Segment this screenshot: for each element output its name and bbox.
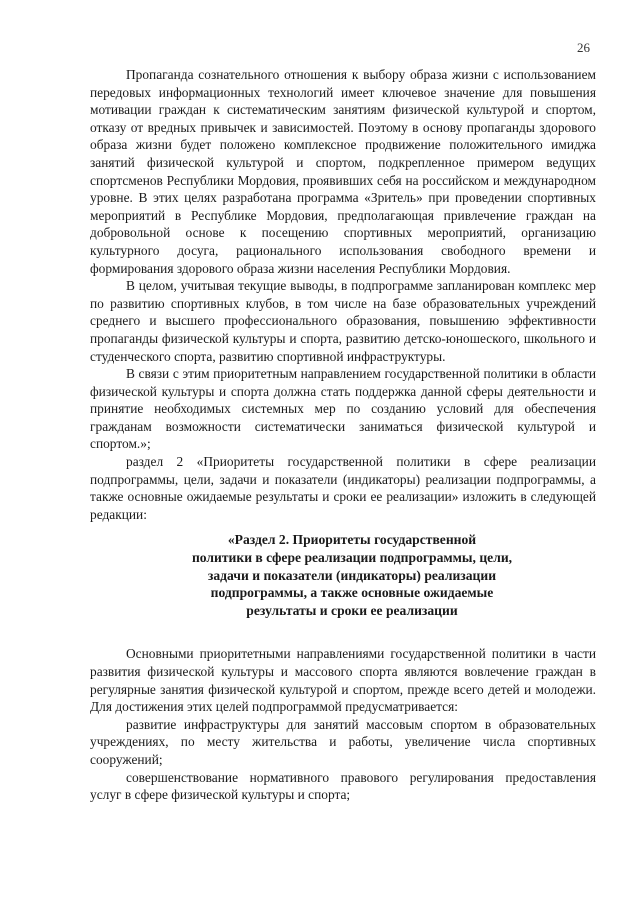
document-body [90, 66, 596, 804]
paragraph-main-directions: Основными приоритетными направлениями государственной политики в части развития физической культуры и массового спорта являются вовлечение граждан в регулярные занятия физической культурой и спортом, прежде всего детей и молодежи. Для достижения этих целей подпрограммой предусматривается: [90, 646, 596, 715]
section-body [90, 645, 596, 803]
section-heading-line: политики в сфере реализации подпрограммы, цели, [191, 550, 513, 566]
section-heading [90, 531, 596, 619]
list-item-regulation: совершенствование нормативного правового регулирования предоставления услуг в сфере физической культуры и спорта; [90, 769, 596, 803]
section-heading-line: подпрограммы, а также основные ожидаемые [210, 585, 494, 601]
paragraph-priority: В связи с этим приоритетным направлением государственной политики в области физической культуры и спорта должна стать поддержка данной сферы деятельности и принятие необходимых системных мер по созданию условий для обеспечения гражданам возможности систематически заниматься физической культурой и спортом.»; [90, 366, 596, 452]
paragraph-measures: В целом, учитывая текущие выводы, в подпрограмме запланирован комплекс мер по развитию спортивных клубов, в том числе на базе образовательных учреждений среднего и высшего профессионального образования, повышению эффективности пропаганды физической культуры и спорта, развитию детско-юношеского, школьного и студенческого спорта, развитию спортивной инфраструктуры. [90, 278, 596, 364]
page-number: 26 [577, 40, 590, 55]
paragraph-propaganda: Пропаганда сознательного отношения к выбору образа жизни с использованием передовых информационных технологий имеет ключевое значение для повышения мотивации граждан к систематическим занятиям физической культурой и спортом, отказу от вредных привычек и зависимостей. Поэтому в основу пропаганды здорового образа жизни будет положено комплексное продвижение положительного имиджа занятий физической культурой и спортом, подкрепленное примером ведущих спортсменов Республики Мордовия, проявивших себя на российском и международном уровне. В этих целях разработана программа «Зритель» при проведении спортивных мероприятий в Республике Мордовия, предполагающая привлечение граждан на добровольной основе к посещению спортивных мероприятий, организацию культурного досуга, рационального использования свободного времени и формирования здорового образа жизни населения Республики Мордовия. [90, 67, 596, 276]
section-heading-line: «Раздел 2. Приоритеты государственной [227, 532, 477, 548]
list-item-infrastructure: развитие инфраструктуры для занятий массовым спортом в образовательных учреждениях, по месту жительства и работы, увеличение числа спортивных сооружений; [90, 716, 596, 767]
section-heading-line: задачи и показатели (индикаторы) реализации [207, 567, 497, 583]
paragraph-section-amendment: раздел 2 «Приоритеты государственной политики в сфере реализации подпрограммы, цели, задачи и показатели (индикаторы) реализации подпрограммы, а также основные ожидаемые результаты и сроки ее реализации» изложить в следующей редакции: [90, 454, 596, 522]
section-heading-line: результаты и сроки ее реализации [246, 602, 458, 618]
